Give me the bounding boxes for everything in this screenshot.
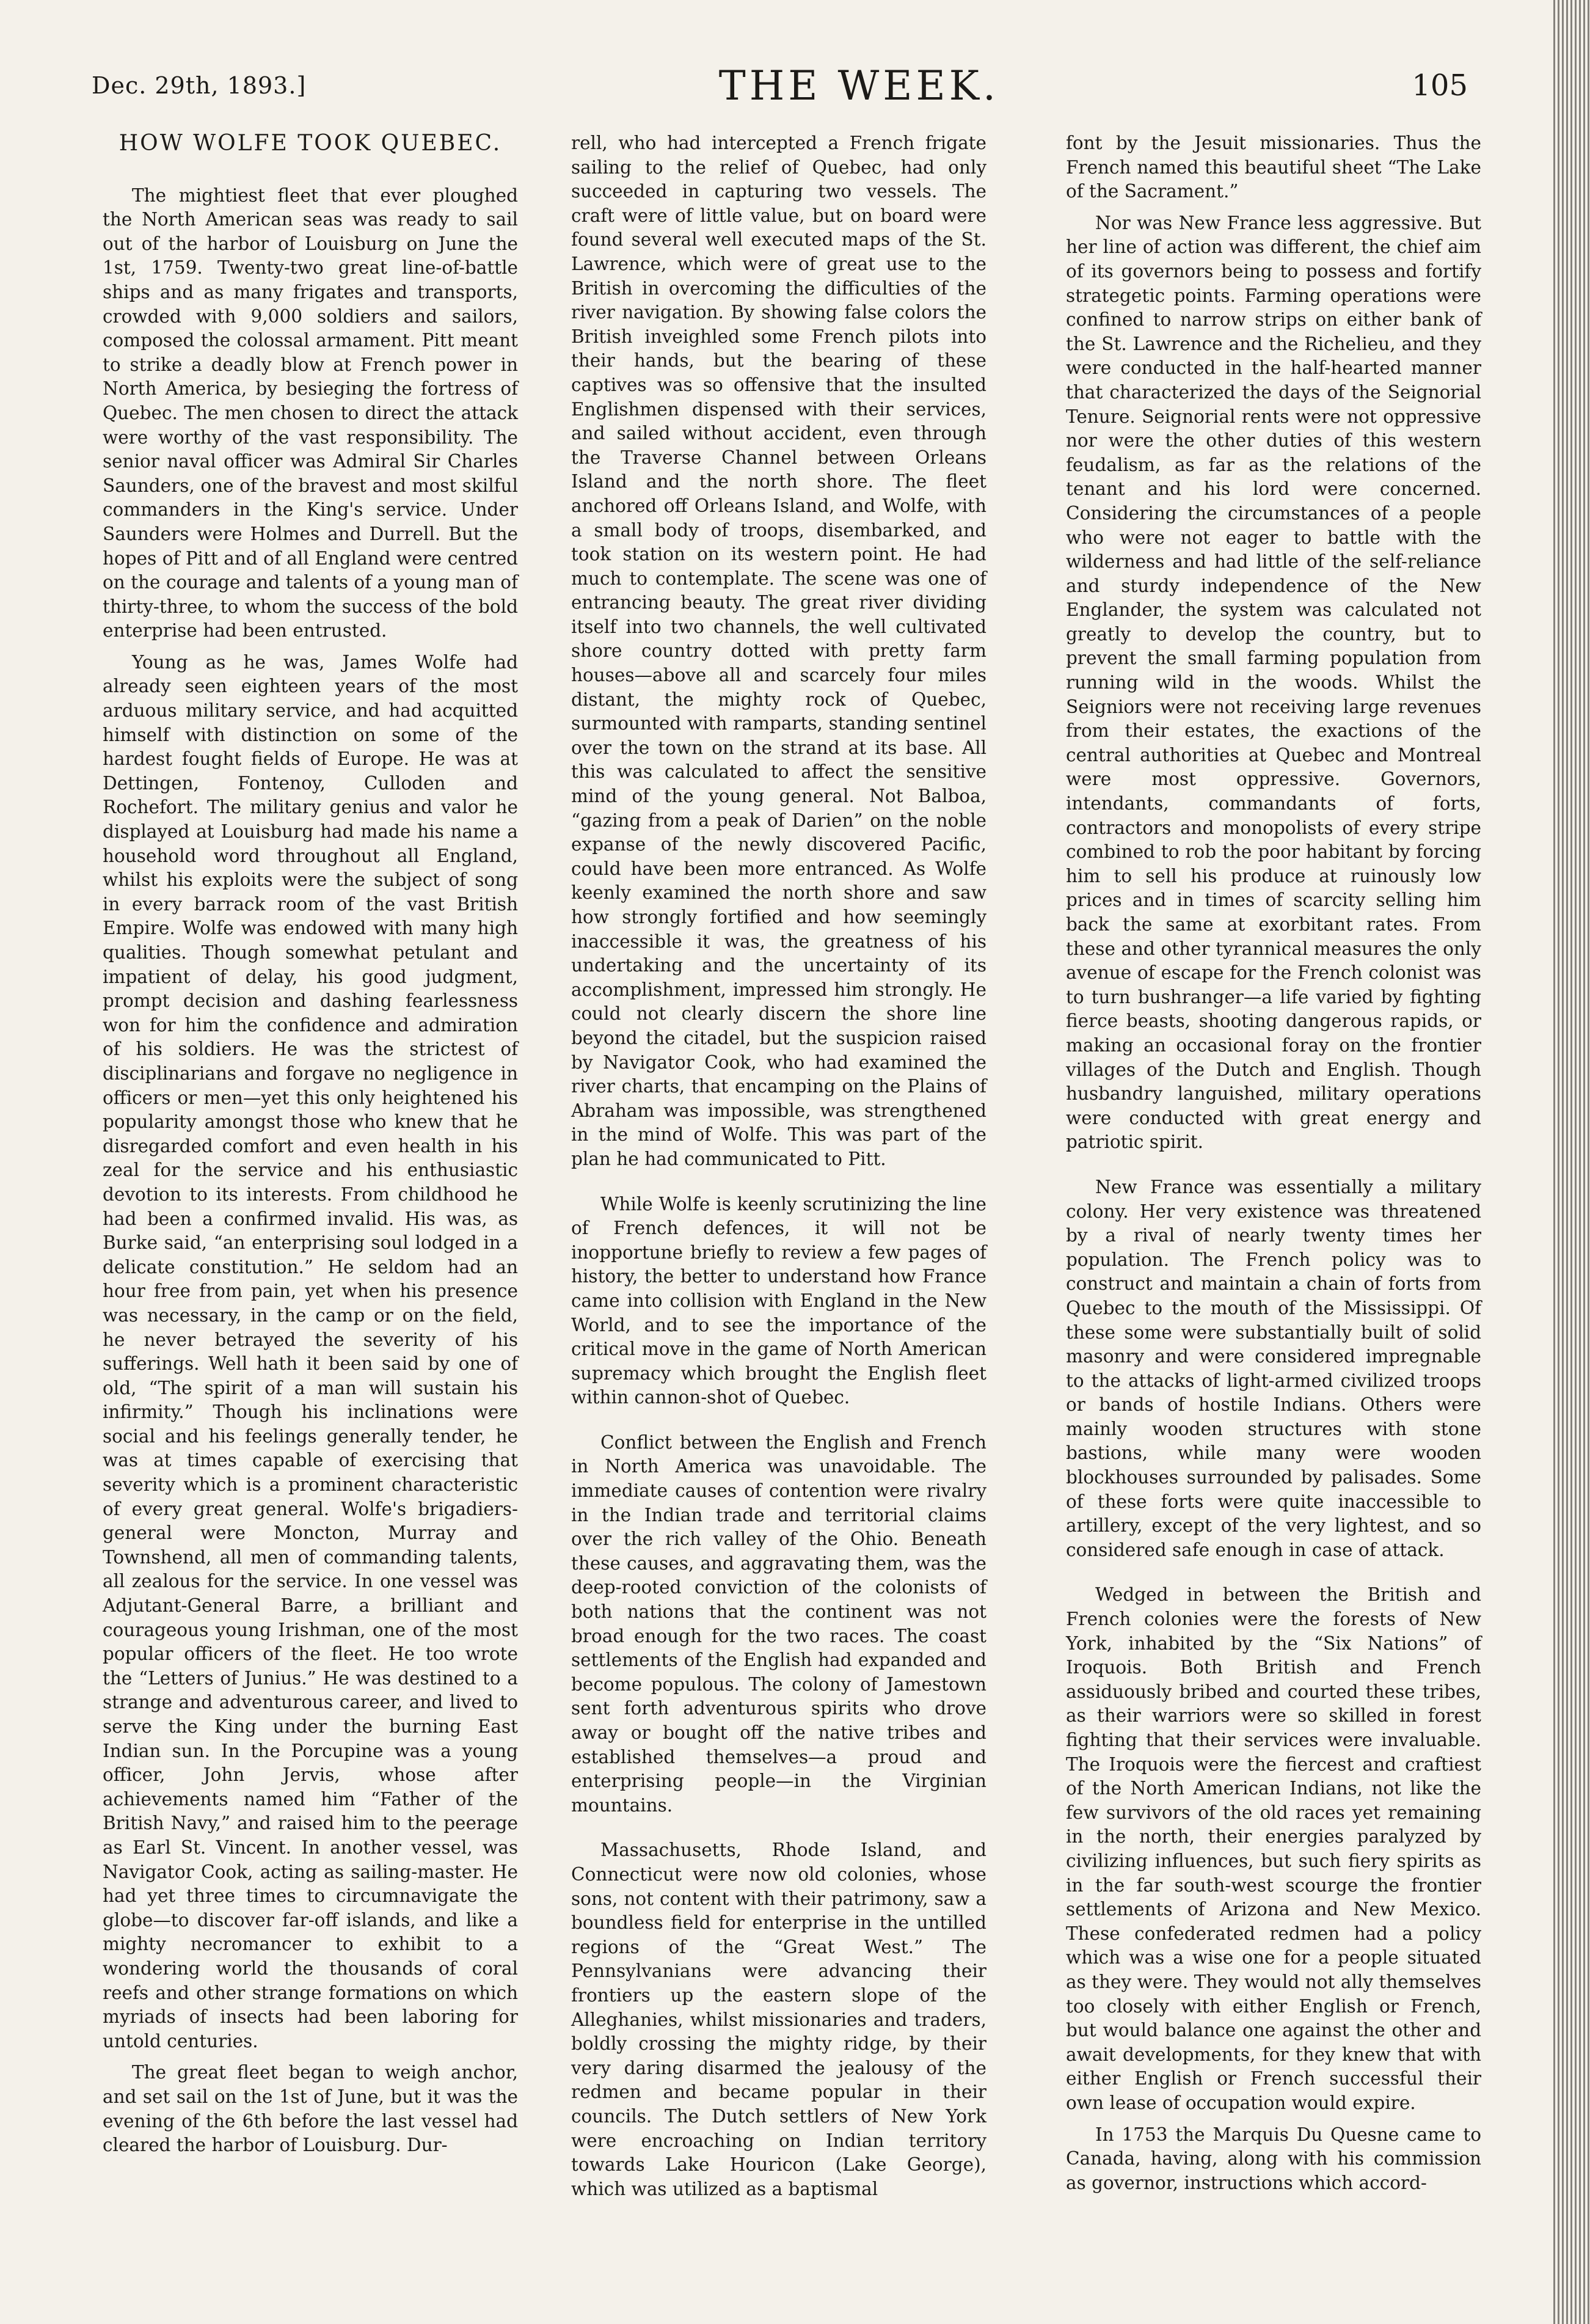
paragraph: font by the Jesuit missionaries. Thus the French named this beautiful sheet “The Lake of the Sacrament.” bbox=[1066, 133, 1481, 202]
issue-date: Dec. 29th, 1893.] bbox=[92, 72, 307, 99]
paragraph: In 1753 the Marquis Du Quesne came to Canada, having, along with his commission as governor, instructions which accord- bbox=[1066, 2124, 1481, 2193]
paragraph: Nor was New France less aggressive. But her line of action was different, the chief aim of its governors being to possess and fortify strategetic points. Farming operations were confined to narrow strips on either bank of the St. Lawrence and the Richelieu, and they were conducted in the half-hearted manner that characterized the days of the Seignorial Tenure. Seignorial rents were not oppressive nor were the other duties of this western feudalism, as far as the relations of the tenant and his lord were concerned. Considering the circumstances of a people who were not eager to battle with the wilderness and had little of the self-reliance and sturdy independence of the New Englander, the system was calculated not greatly to develop the country, but to prevent the small farming population from running wild in the woods. Whilst the Seigniors were not receiving large revenues from their estates, the exactions of the central authorities at Quebec and Montreal were most oppressive. Governors, intendants, commandants of forts, contractors and monopolists of every stripe combined to rob the poor habitant by forcing him to sell his produce at ruinously low prices and in times of scarcity selling him back the same at exorbitant rates. From these and other tyrannical measures the only avenue of escape for the French colonist was to turn bushranger—a life varied by fighting fierce beasts, shooting dangerous rapids, or making an occasional foray on the frontier villages of the Dutch and English. Though husbandry languished, military operations were conducted with great energy and patriotic spirit. bbox=[1066, 212, 1481, 1153]
paragraph: rell, who had intercepted a French frigate sailing to the relief of Quebec, had only succeeded in capturing two vessels. The craft were of little value, but on board were found several well executed maps of the St. Lawrence, which were of great use to the British in overcoming the difficulties of the river navigation. By showing false colors the British inveighled some French pilots into their hands, but the bearing of these captives was so offensive that the insulted Englishmen dispensed with their services, and sailed without accident, even through the Traverse Channel between Orleans Island and the north shore. The fleet anchored off Orleans Island, and Wolfe, with a small body of troops, disembarked, and took station on its western point. He had much to contemplate. The scene was one of entrancing beauty. The great river dividing itself into two channels, the well cultivated shore country dotted with pretty farm houses—above all and scarcely four miles distant, the mighty rock of Quebec, surmounted with ramparts, standing sentinel over the town on the strand at its base. All this was calculated to affect the sensitive mind of the young general. Not Balboa, “gazing from a peak of Darien” on the noble expanse of the newly discovered Pacific, could have been more entranced. As Wolfe keenly examined the north shore and saw how strongly fortified and how seemingly inaccessible it was, the greatness of his undertaking and the uncertainty of its accomplishment, impressed him strongly. He could not clearly discern the shore line beyond the citadel, but the suspicion raised by Navigator Cook, who had examined the river charts, that encamping on the Plains of Abraham was impossible, was strengthened in the mind of Wolfe. This was part of the plan he had communicated to Pitt. bbox=[571, 133, 986, 1169]
paragraph: Massachusetts, Rhode Island, and Connecticut were now old colonies, whose sons, not content with their patrimony, saw a boundless field for enterprise in the untilled regions of the “Great West.” The Pennsylvanians were advancing their frontiers up the eastern slope of the Alleghanies, whilst missionaries and traders, boldly crossing the mighty ridge, by their very daring disarmed the jealousy of the redmen and became popular in their councils. The Dutch settlers of New York were encroaching on Indian territory towards Lake Houricon (Lake George), which was utilized as a baptismal bbox=[571, 1840, 986, 2199]
scan-edge bbox=[1553, 0, 1590, 2324]
paragraph: The great fleet began to weigh anchor, and set sail on the 1st of June, but it was the evening of the 6th before the last vessel had cleared the harbor of Louisburg. Dur- bbox=[103, 2062, 518, 2156]
page-number: 105 bbox=[1412, 68, 1468, 103]
publication-title: THE WEEK. bbox=[718, 62, 999, 109]
paragraph: Young as he was, James Wolfe had already seen eighteen years of the most arduous military service, and had acquitted himself with distinction on some of the hardest fought fields of Europe. He was at Dettingen, Fontenoy, Culloden and Rochefort. The military genius and valor he displayed at Louisburg had made his name a household word throughout all England, whilst his exploits were the subject of song in every barrack room of the vast British Empire. Wolfe was endowed with many high qualities. Though somewhat petulant and impatient of delay, his good judgment, prompt decision and dashing fearlessness won for him the confidence and admiration of his soldiers. He was the strictest of disciplinarians and forgave no negligence in officers or men—yet this only heightened his popularity amongst those who knew that he disregarded comfort and even health in his zeal for the service and his enthusiastic devotion to its interests. From childhood he had been a confirmed invalid. His was, as Burke said, “an enterprising soul lodged in a delicate constitution.” He seldom had an hour free from pain, yet when his presence was necessary, in the camp or on the field, he never betrayed the severity of his sufferings. Well hath it been said by one of old, “The spirit of a man will sustain his infirmity.” Though his inclinations were social and his feelings generally tender, he was at times capable of exercising that severity which is a prominent characteristic of every great general. Wolfe's brigadiers-general were Moncton, Murray and Townshend, all men of commanding talents, all zealous for the service. In one vessel was Adjutant-General Barre, a brilliant and courageous young Irishman, one of the most popular officers of the fleet. He too wrote the “Letters of Junius.” He was destined to a strange and adventurous career, and lived to serve the King under the burning East Indian sun. In the Porcupine was a young officer, John Jervis, whose after achievements named him “Father of the British Navy,” and raised him to the peerage as Earl St. Vincent. In another vessel, was Navigator Cook, acting as sailing-master. He had yet three times to circumnavigate the globe—to discover far-off islands, and like a mighty necromancer to exhibit to a wondering world the thousands of coral reefs and other strange formations on which myriads of insects had been laboring for untold centuries. bbox=[103, 651, 518, 2052]
column-1 bbox=[103, 131, 518, 2158]
column-2 bbox=[571, 131, 986, 2201]
article-title: HOW WOLFE TOOK QUEBEC. bbox=[119, 131, 502, 156]
paragraph: New France was essentially a military colony. Her very existence was threatened by a rival of nearly twenty times her population. The French policy was to construct and maintain a chain of forts from Quebec to the mouth of the Mississippi. Of these some were substantially built of solid masonry and were considered impregnable to the attacks of light-armed civilized troops or bands of hostile Indians. Others were mainly wooden structures with stone bastions, while many were wooden blockhouses surrounded by palisades. Some of these forts were quite inaccessible to artillery, except of the very lightest, and so considered safe enough in case of attack. bbox=[1066, 1176, 1481, 1560]
column-3 bbox=[1066, 131, 1481, 2195]
paragraph: The mightiest fleet that ever ploughed the North American seas was ready to sail out of the harbor of Louisburg on June the 1st, 1759. Twenty-two great line-of-battle ships and as many frigates and transports, crowded with 9,000 soldiers and sailors, composed the colossal armament. Pitt meant to strike a deadly blow at French power in North America, by besieging the fortress of Quebec. The men chosen to direct the attack were worthy of the vast responsibility. The senior naval officer was Admiral Sir Charles Saunders, one of the bravest and most skilful commanders in the King's service. Under Saunders were Holmes and Durrell. But the hopes of Pitt and of all England were centred on the courage and talents of a young man of thirty-three, to whom the success of the bold enterprise had been entrusted. bbox=[103, 185, 518, 641]
page-header bbox=[92, 46, 1468, 125]
paragraph: While Wolfe is keenly scrutinizing the line of French defences, it will not be inopportune briefly to review a few pages of history, the better to understand how France came into collision with England in the New World, and to see the importance of the critical move in the game of North American supremacy which brought the English fleet within cannon-shot of Quebec. bbox=[571, 1193, 986, 1408]
paragraph: Conflict between the English and French in North America was unavoidable. The immediate causes of contention were rivalry in the Indian trade and territorial claims over the rich valley of the Ohio. Beneath these causes, and aggravating them, was the deep-rooted conviction of the colonists of both nations that the continent was not broad enough for the two races. The coast settlements of the English had expanded and become populous. The colony of Jamestown sent forth adventurous spirits who drove away or bought off the native tribes and established themselves—a proud and enterprising people—in the Virginian mountains. bbox=[571, 1431, 986, 1816]
paragraph: Wedged in between the British and French colonies were the forests of New York, inhabited by the “Six Nations” of Iroquois. Both British and French assiduously bribed and courted these tribes, as their warriors were so skilled in forest fighting that their services were invaluable. The Iroquois were the fiercest and craftiest of the North American Indians, not like the few survivors of the old races yet remaining in the north, their energies paralyzed by civilizing influences, but such fiery spirits as in the far south-west scourge the frontier settlements of Arizona and New Mexico. These confederated redmen had a policy which was a wise one for a people situated as they were. They would not ally themselves too closely with either English or French, but would balance one against the other and await developments, for they knew that with either English or French successful their own lease of occupation would expire. bbox=[1066, 1584, 1481, 2113]
